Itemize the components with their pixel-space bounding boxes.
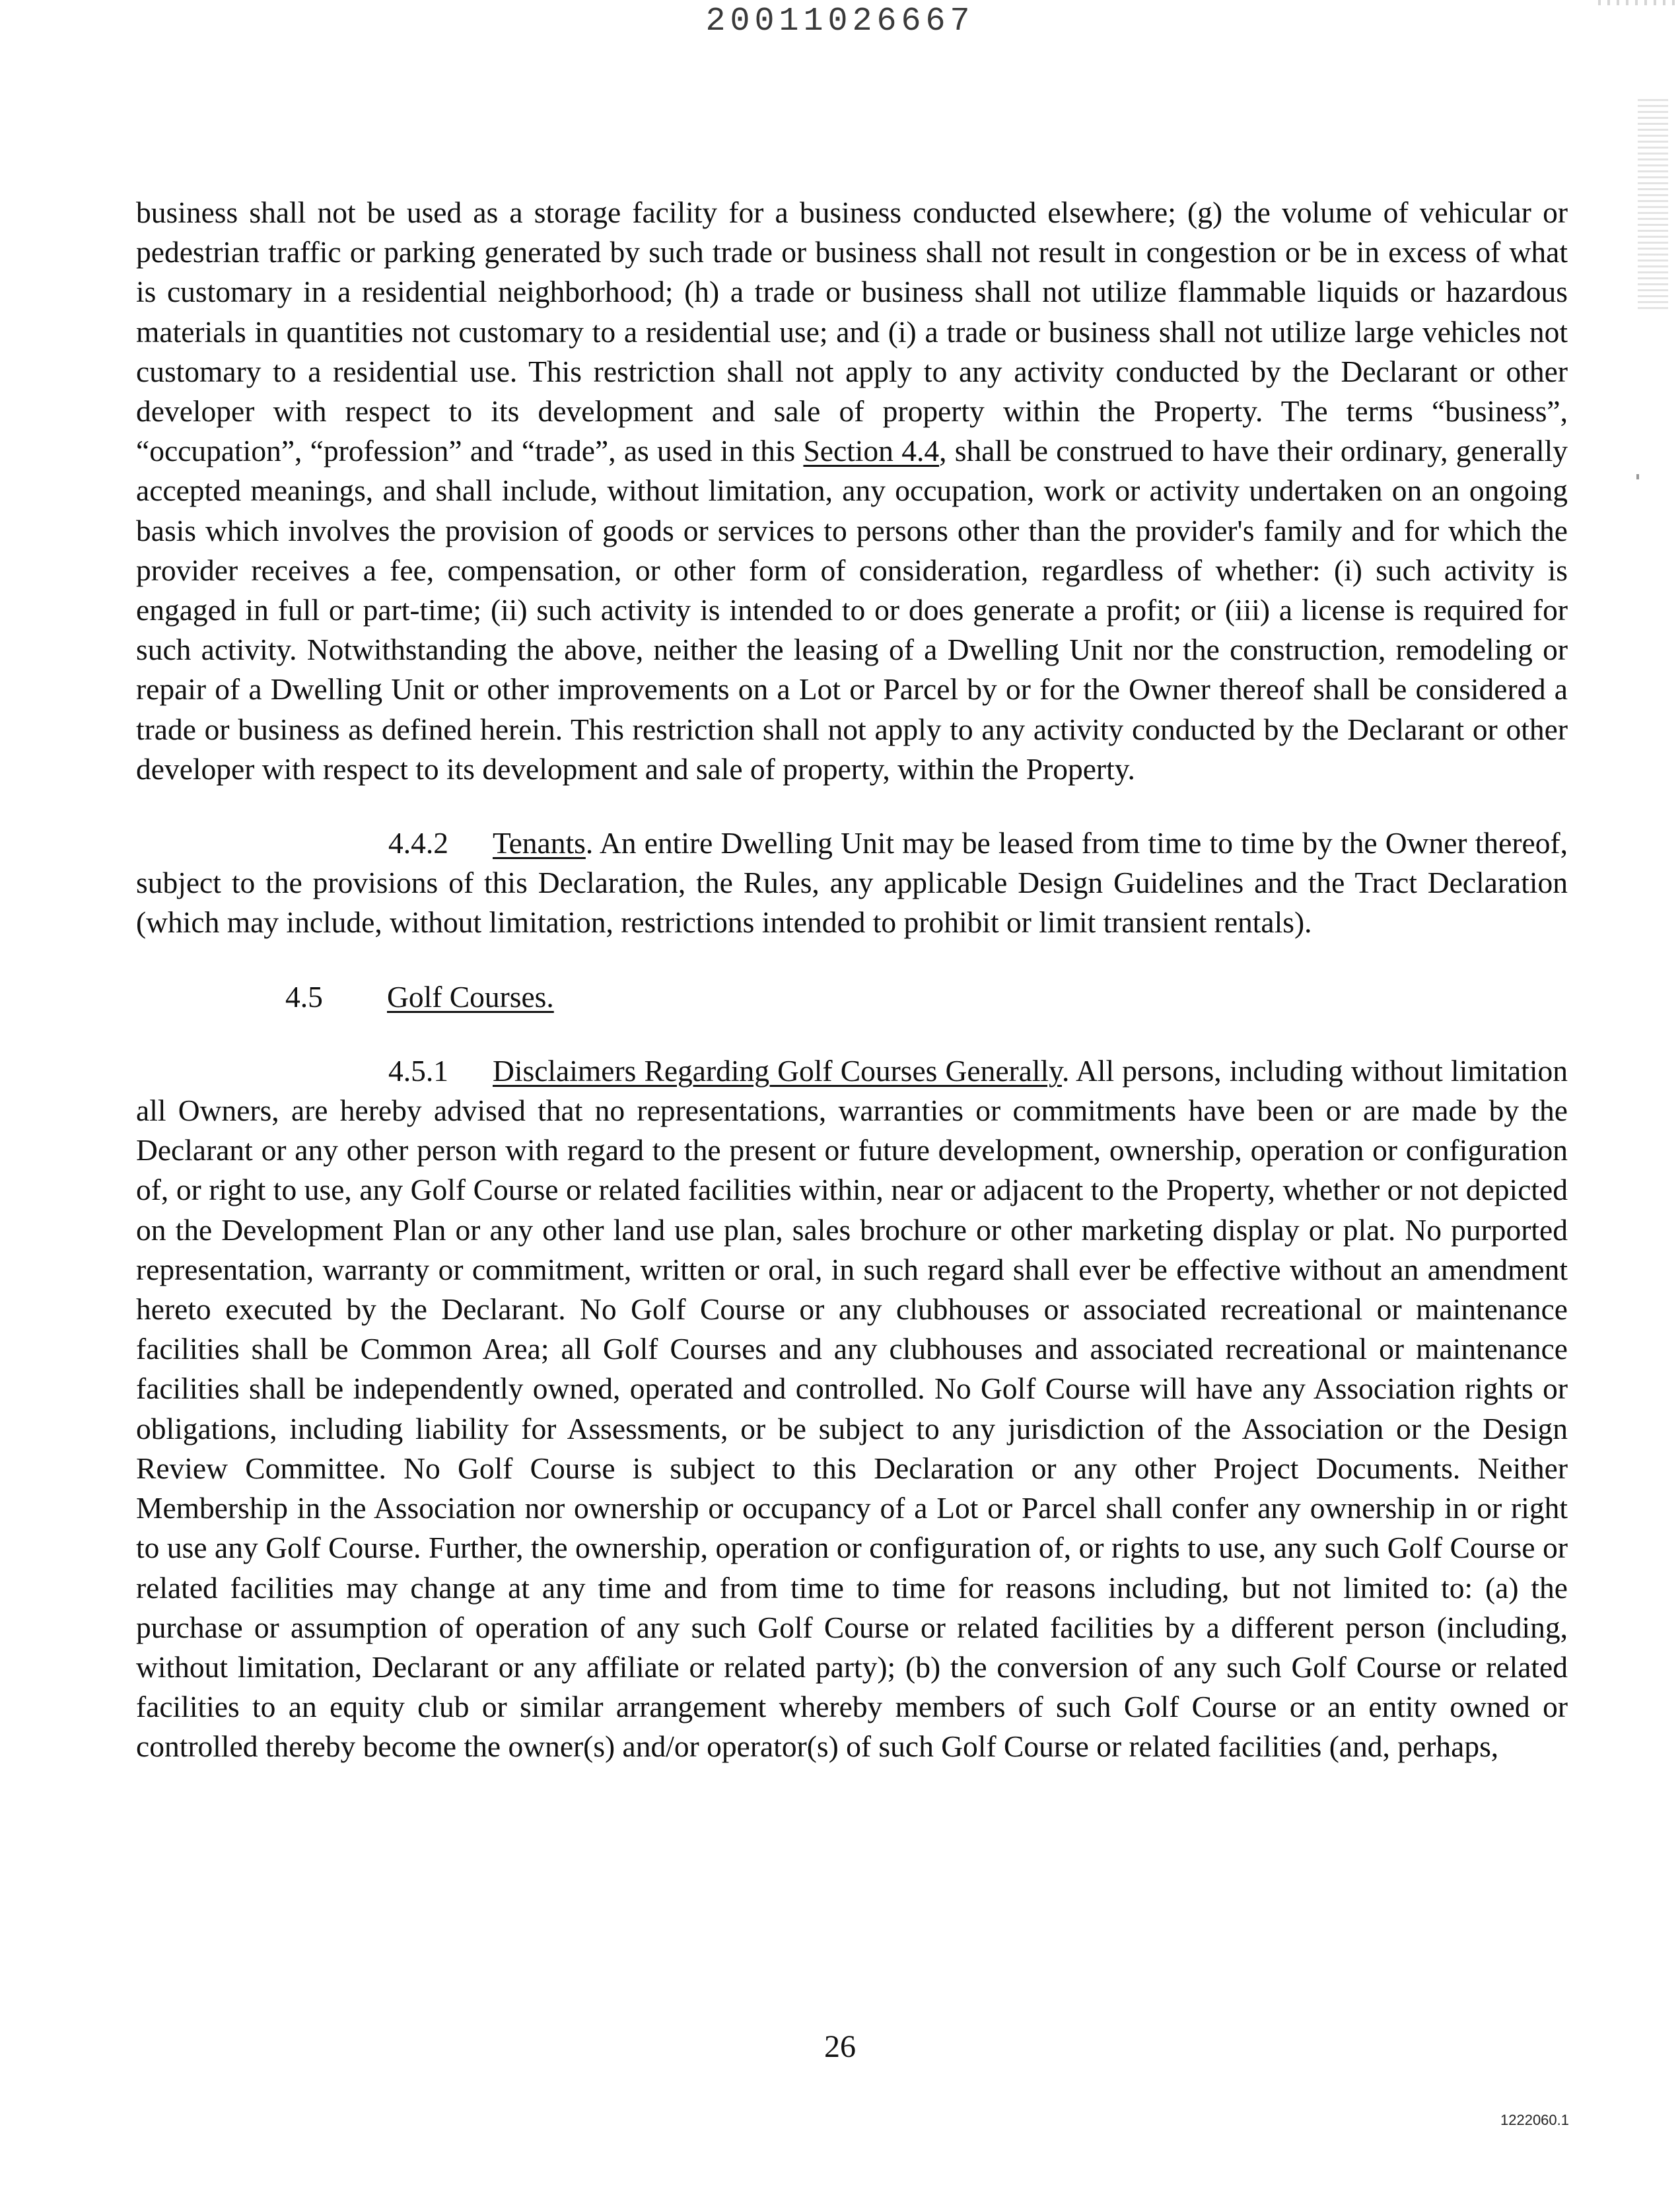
section-4-4-2	[136, 823, 1568, 943]
section-number: 4.5.1	[388, 1053, 448, 1088]
document-body	[136, 193, 1568, 1767]
paragraph-text: , shall be construed to have their ordinary, generally accepted meanings, and shall include, without limitation, any occupation, work or activity undertaken on an ongoing basis which involves the provision of goods or services to persons other than the provider's family and for which the provider receives a fee, compensation, or other form of consideration, regardless of whether: (i) such activity is engaged in full or part-time; (ii) such activity is intended to or does generate a profit; or (iii) a license is required for such activity. Notwithstanding the above, neither the leasing of a Dwelling Unit nor the construction, remodeling or repair of a Dwelling Unit or other improvements on a Lot or Parcel by or for the Owner thereof shall be considered a trade or business as defined herein. This restriction shall not apply to any activity conducted by the Declarant or other developer with respect to its development and sale of property, within the Property.	[136, 434, 1568, 786]
section-title: Disclaimers Regarding Golf Courses Generally	[493, 1053, 1062, 1088]
section-number: 4.5	[285, 979, 323, 1014]
page-number: 26	[824, 2029, 856, 2064]
section-text: . An entire Dwelling Unit may be leased from time to time by the Owner thereof, subject to the provisions of this Declaration, the Rules, any applicable Design Guidelines and the Tract Declaration (which may include, without limitation, restrictions intended to prohibit or limit transient rentals).	[136, 826, 1568, 940]
section-text: . All persons, including without limitation all Owners, are hereby advised that no representations, warranties or commitments have been or are made by the Declarant or any other person with regard to the present or future development, ownership, operation or configuration of, or right to use, any Golf Course or related facilities within, near or adjacent to the Property, whether or not depicted on the Development Plan or any other land use plan, sales brochure or other marketing display or plat. No purported representation, warranty or commitment, written or oral, in such regard shall ever be effective without an amendment hereto executed by the Declarant. No Golf Course or any clubhouses or associated recreational or maintenance facilities shall be Common Area; all Golf Courses and any clubhouses and associated recreational or maintenance facilities shall be independently owned, operated and controlled. No Golf Course will have any Association rights or obligations, including liability for Assessments, or be subject to any jurisdiction of the Association or the Design Review Committee. No Golf Course is subject to this Declaration or any other Project Documents. Neither Membership in the Association nor ownership or occupancy of a Lot or Parcel shall confer any ownership in or right to use any Golf Course. Further, the ownership, operation or configuration of, or rights to use, any such Golf Course or related facilities may change at any time and from time to time for reasons including, but not limited to: (a) the purchase or assumption of operation of any such Golf Course or related facilities by a different person (including, without limitation, Declarant or any affiliate or related party); (b) the conversion of any such Golf Course or related facilities to an equity club or similar arrangement whereby members of such Golf Course or an entity owned or controlled thereby become the owner(s) and/or operator(s) of such Golf Course or related facilities (and, perhaps,	[136, 1053, 1568, 1764]
section-number: 4.4.2	[388, 826, 448, 860]
document-number: 20011026667	[705, 3, 975, 40]
section-reference: Section 4.4	[803, 434, 940, 468]
section-title: Golf Courses.	[387, 979, 554, 1014]
paragraph-continuation	[136, 193, 1568, 789]
scan-artifact-margin	[1638, 99, 1668, 310]
section-4-5-heading	[136, 977, 1568, 1017]
section-title: Tenants	[493, 826, 586, 860]
paragraph-text: business shall not be used as a storage facility for a business conducted elsewhere; (g) the volume of vehicular or pedestrian traffic or parking generated by such trade or business shall not result in congestion or be in excess of what is customary in a residential neighborhood; (h) a trade or business shall not utilize flammable liquids or hazardous materials in quantities not customary to a residential use; and (i) a trade or business shall not utilize large vehicles not customary to a residential use. This restriction shall not apply to any activity conducted by the Declarant or other developer with respect to its development and sale of property within the Property. The terms “business”, “occupation”, “profession” and “trade”, as used in this	[136, 195, 1568, 468]
document-id: 1222060.1	[1500, 2112, 1569, 2128]
section-4-5-1	[136, 1051, 1568, 1767]
scan-artifact-dot	[1636, 474, 1639, 479]
